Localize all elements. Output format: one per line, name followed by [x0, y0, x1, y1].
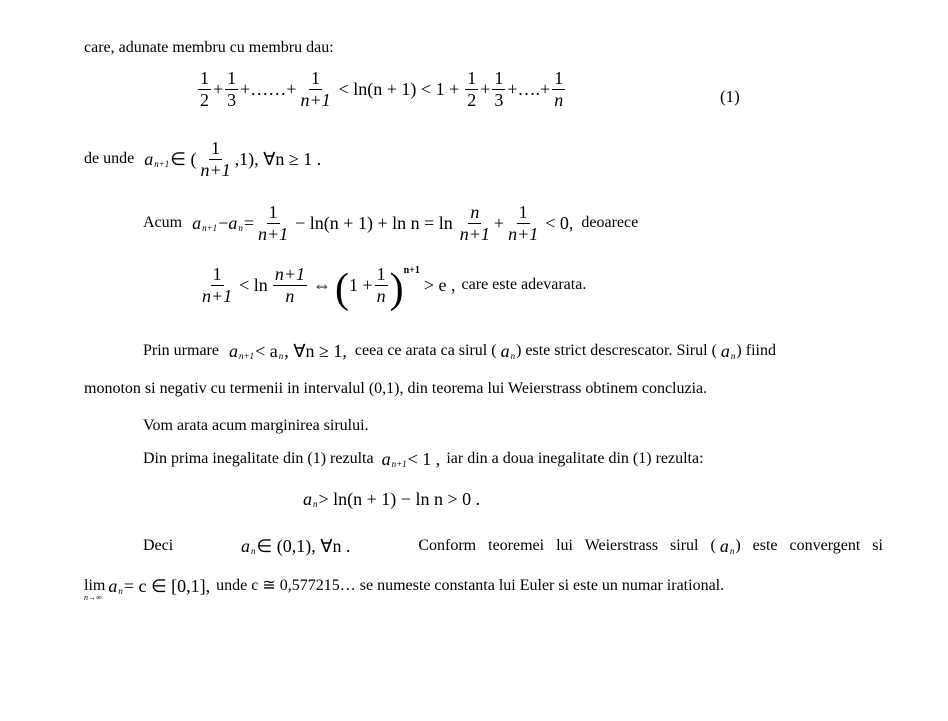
- fraction: $\frac{1}{n+1}$: [200, 138, 231, 180]
- operator: < a: [255, 341, 278, 361]
- text: Deci: [143, 537, 174, 554]
- text: Prin urmare: [143, 342, 219, 359]
- operator: +: [213, 79, 224, 100]
- fraction: $\frac{1}{2}$: [467, 68, 477, 110]
- subscript: n: [729, 545, 735, 556]
- paragraph-monoton: monoton si negativ cu termenii in intervalul (0,1), din teorema lui Weierstrass obtinem concluzia.: [84, 380, 708, 397]
- fraction: $\frac{n+1}{n}$: [274, 264, 305, 306]
- paragraph-din-prima: [143, 450, 704, 468]
- equation-1: [196, 68, 567, 110]
- subscript: n+1: [238, 350, 255, 361]
- subscript: n: [118, 585, 123, 596]
- operator: −: [218, 213, 229, 234]
- subscript: n: [510, 350, 516, 361]
- subscript: n+1: [202, 222, 218, 233]
- subscript: n: [278, 350, 284, 361]
- text: ∈ (0,1), ∀n .: [256, 536, 351, 556]
- operator: =: [243, 213, 254, 234]
- var-a: a: [303, 489, 312, 509]
- var-a: a: [228, 341, 238, 361]
- text: deoarece: [581, 214, 639, 232]
- fraction: $\frac{1}{2}$: [200, 68, 209, 110]
- text: < 0,: [545, 213, 574, 234]
- paragraph-prin-urmare: [143, 342, 776, 360]
- paragraph-deci: [143, 537, 883, 555]
- fraction: $\frac{1}{n+1}$: [258, 202, 289, 244]
- var-a: a: [381, 449, 391, 469]
- var-a: a: [720, 341, 730, 361]
- operator: ⇔: [312, 275, 331, 296]
- text: Conform teoremei lui Weierstrass sirul (: [418, 537, 716, 554]
- text: > e ,: [423, 275, 456, 296]
- paragraph-intro: care, adunate membru cu membru dau:: [84, 39, 334, 56]
- text: ) fiind: [736, 342, 776, 359]
- fraction: $\frac{n}{n+1}$: [459, 202, 490, 244]
- text: ceea ce arata ca sirul (: [354, 342, 497, 359]
- text: iar din a doua inegalitate din (1) rezulta:: [446, 450, 704, 467]
- ellipsis: +……+: [240, 79, 297, 100]
- operator: < 1 ,: [407, 449, 441, 469]
- subscript: n: [251, 545, 256, 556]
- limit-subscript: n→∞: [84, 593, 102, 602]
- text: Acum: [143, 214, 183, 232]
- paragraph-lower-bound: [303, 490, 480, 508]
- var-a: a: [719, 536, 729, 556]
- var-a: a: [192, 213, 202, 234]
- subscript: n+1: [391, 458, 407, 469]
- operator: < ln: [239, 275, 268, 296]
- var-a: a: [500, 341, 510, 361]
- fraction: $\frac{1}{n}$: [554, 68, 564, 110]
- subscript: n: [730, 350, 736, 361]
- equation-number: (1): [720, 87, 740, 106]
- text: Din prima inegalitate din (1) rezulta: [143, 450, 374, 467]
- text: ,1), ∀n ≥ 1 .: [234, 149, 322, 170]
- operator: ∈ (: [170, 149, 197, 170]
- ellipsis: +….+: [507, 79, 551, 100]
- paragraph-marginire: Vom arata acum marginirea sirului.: [143, 417, 369, 434]
- var-a: a: [241, 536, 251, 556]
- operator: +: [480, 79, 491, 100]
- text: > ln(n + 1) − ln n > 0 .: [318, 489, 481, 509]
- text: ) este strict descrescator. Sirul (: [516, 342, 717, 359]
- text: = c ∈ [0,1],: [123, 576, 211, 596]
- operator: +: [493, 213, 505, 234]
- paragraph-inequality: $\frac{1}{n+1}$ < ln $\frac{n+1}{n}$ ⇔ ( 1 + $\frac{1}{n}$ ) n+1 > e , care este adevarata.: [202, 264, 587, 313]
- paragraph-acum: [143, 202, 638, 244]
- text: de unde: [84, 150, 135, 168]
- text: 1 +: [348, 275, 373, 296]
- fraction: $\frac{1}{3}$: [227, 68, 237, 110]
- fraction: $\frac{1}{n}$: [376, 264, 386, 306]
- subscript: n: [313, 498, 318, 509]
- paragraph-de-unde: [84, 138, 321, 180]
- fraction: $\frac{1}{3}$: [494, 68, 504, 110]
- subscript: n+1: [154, 158, 170, 169]
- superscript: n+1: [403, 265, 420, 277]
- fraction: $\frac{1}{n+1}$: [508, 202, 539, 244]
- var-a: a: [108, 576, 118, 596]
- fraction: $\frac{1}{n+1}$: [202, 264, 233, 306]
- paragraph-limit: [84, 576, 725, 602]
- text: − ln(n + 1) + ln n = ln: [295, 213, 453, 234]
- inequality-middle: < ln(n + 1) < 1 +: [338, 79, 460, 100]
- var-a: a: [228, 213, 238, 234]
- fraction: $\frac{1}{n+1}$: [300, 68, 331, 110]
- limit-operator: lim n→∞: [84, 577, 106, 602]
- var-a: a: [144, 149, 154, 170]
- text: , ∀n ≥ 1,: [284, 341, 347, 361]
- text: ) este convergent si: [735, 537, 883, 554]
- text: care este adevarata.: [461, 276, 587, 294]
- subscript: n: [238, 222, 243, 233]
- text: unde c ≅ 0,577215… se numeste constanta lui Euler si este un numar irational.: [216, 577, 725, 594]
